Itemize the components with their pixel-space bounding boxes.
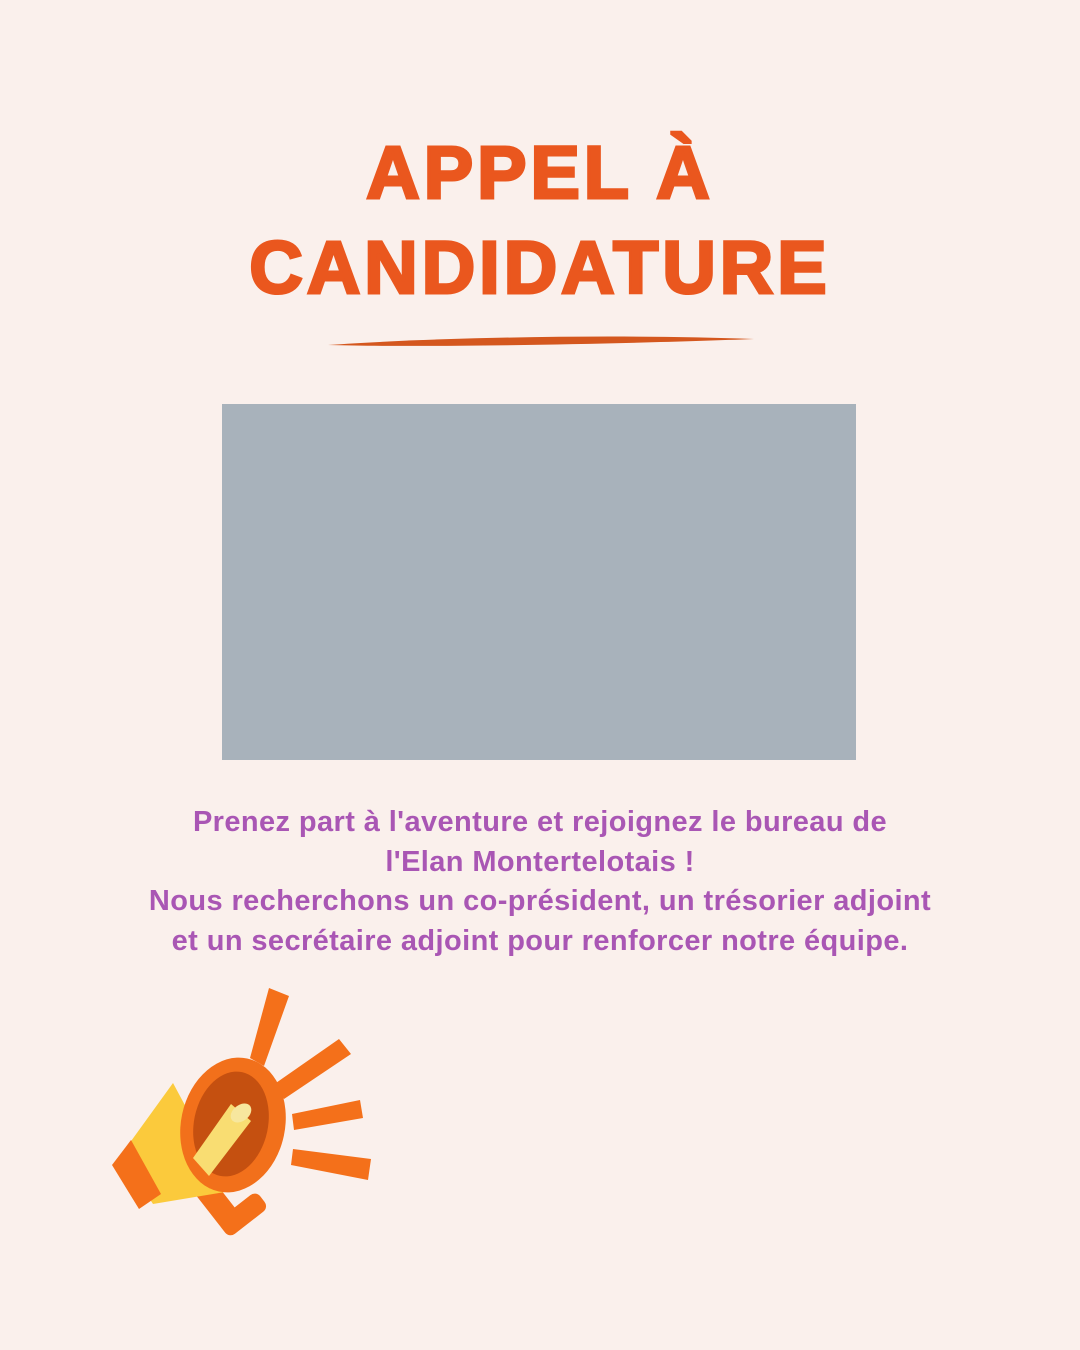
announcement-line: Prenez part à l'aventure et rejoignez le bureau de: [192, 806, 888, 838]
title-line-1: APPEL À: [366, 131, 714, 214]
announcement-line: et un secrétaire adjoint pour renforcer notre équipe.: [171, 924, 909, 957]
megaphone-icon: [103, 983, 395, 1275]
announcement-text: [0, 803, 1080, 961]
announcement-line: Nous recherchons un co-président, un trésorier adjoint: [148, 885, 932, 917]
team-photo-illustration: [222, 404, 856, 760]
announcement-line: l'Elan Montertelotais !: [385, 845, 695, 878]
poster-title: [0, 126, 1080, 315]
title-line-2: CANDIDATURE: [249, 225, 831, 309]
title-underline: [322, 330, 760, 354]
team-photo: [222, 404, 856, 760]
